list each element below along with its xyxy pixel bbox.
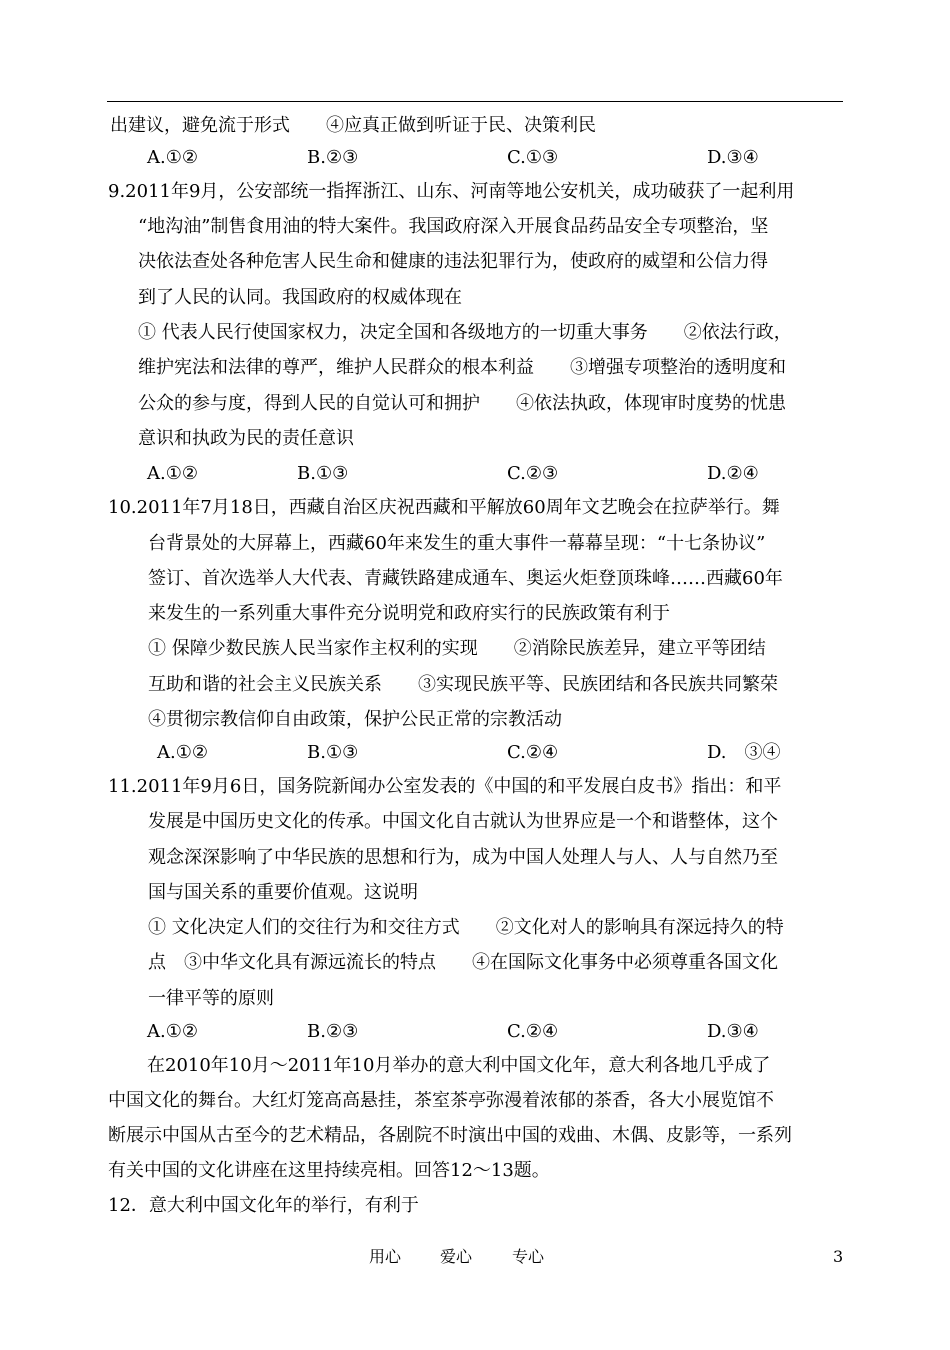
q10-choice-line: ① 保障少数民族人民当家作主权利的实现 ②消除民族差异，建立平等团结 bbox=[148, 638, 766, 659]
q11-option-a: A.①② bbox=[147, 1021, 198, 1042]
q9-option-c: C.②③ bbox=[507, 463, 559, 484]
q10-stem-line: 10.2011年7月18日，西藏自治区庆祝西藏和平解放60周年文艺晚会在拉萨举行。舞 bbox=[108, 497, 780, 518]
q10-option-d: D. ③④ bbox=[707, 742, 781, 763]
q10-stem-line: 签订、首次选举人大代表、青藏铁路建成通车、奥运火炬登顶珠峰……西藏60年 bbox=[148, 568, 783, 589]
passage-line: 有关中国的文化讲座在这里持续亮相。回答12～13题。 bbox=[108, 1160, 550, 1181]
footer-slogan-3: 专心 bbox=[512, 1247, 545, 1266]
footer-slogan-2: 爱心 bbox=[440, 1247, 473, 1266]
passage-line: 断展示中国从古至今的艺术精品，各剧院不时演出中国的戏曲、木偶、皮影等，一系列 bbox=[108, 1125, 792, 1146]
q11-stem-line: 11.2011年9月6日，国务院新闻办公室发表的《中国的和平发展白皮书》指出：和平 bbox=[108, 776, 782, 797]
q9-stem-line: 9.2011年9月，公安部统一指挥浙江、山东、河南等地公安机关，成功破获了一起利用 bbox=[108, 181, 795, 202]
q9-stem-line: “地沟油”制售食用油的特大案件。我国政府深入开展食品药品安全专项整治，坚 bbox=[138, 216, 769, 237]
q9-choice-line: 公众的参与度，得到人民的自觉认可和拥护 ④依法执政，体现审时度势的忧患 bbox=[138, 393, 786, 414]
q10-choice-line: 互助和谐的社会主义民族关系 ③实现民族平等、民族团结和各民族共同繁荣 bbox=[148, 674, 778, 695]
q9-option-d: D.②④ bbox=[707, 463, 759, 484]
passage-line: 在2010年10月～2011年10月举办的意大利中国文化年，意大利各地几乎成了 bbox=[147, 1055, 771, 1076]
q10-stem-line: 台背景处的大屏幕上，西藏60年来发生的重大事件一幕幕呈现：“十七条协议” bbox=[148, 533, 766, 554]
passage-line: 中国文化的舞台。大红灯笼高高悬挂，茶室茶亭弥漫着浓郁的茶香，各大小展览馆不 bbox=[108, 1090, 774, 1111]
q10-choice-line: ④贯彻宗教信仰自由政策，保护公民正常的宗教活动 bbox=[148, 709, 562, 730]
q9-option-a: A.①② bbox=[147, 463, 198, 484]
q11-option-d: D.③④ bbox=[707, 1021, 759, 1042]
q11-choice-line: ① 文化决定人们的交往行为和交往方式 ②文化对人的影响具有深远持久的特 bbox=[148, 917, 784, 938]
q10-stem-line: 来发生的一系列重大事件充分说明党和政府实行的民族政策有利于 bbox=[148, 603, 670, 624]
q8-option-d: D.③④ bbox=[707, 147, 759, 168]
q11-option-b: B.②③ bbox=[307, 1021, 359, 1042]
q8-option-a: A.①② bbox=[147, 147, 198, 168]
q8-option-c: C.①③ bbox=[507, 147, 559, 168]
q9-stem-line: 到了人民的认同。我国政府的权威体现在 bbox=[138, 287, 462, 308]
footer-slogan-1: 用心 bbox=[369, 1247, 402, 1266]
q9-option-b: B.①③ bbox=[297, 463, 349, 484]
q11-stem-line: 国与国关系的重要价值观。这说明 bbox=[148, 882, 418, 903]
page-number: 3 bbox=[833, 1247, 844, 1266]
q12-stem: 12．意大利中国文化年的举行，有利于 bbox=[108, 1195, 419, 1216]
q8-tail: 出建议，避免流于形式 ④应真正做到听证于民、决策利民 bbox=[110, 115, 596, 136]
q8-option-b: B.②③ bbox=[307, 147, 359, 168]
q11-option-c: C.②④ bbox=[507, 1021, 559, 1042]
q9-choice-line: 意识和执政为民的责任意识 bbox=[138, 428, 354, 449]
q9-choice-line: 维护宪法和法律的尊严，维护人民群众的根本利益 ③增强专项整治的透明度和 bbox=[138, 357, 786, 378]
q10-option-b: B.①③ bbox=[307, 742, 359, 763]
q10-option-c: C.②④ bbox=[507, 742, 559, 763]
q11-choice-line: 一律平等的原则 bbox=[148, 988, 274, 1009]
q9-choice-line: ① 代表人民行使国家权力，决定全国和各级地方的一切重大事务 ②依法行政， bbox=[138, 322, 792, 343]
q11-stem-line: 观念深深影响了中华民族的思想和行为，成为中国人处理人与人、人与自然乃至 bbox=[148, 847, 778, 868]
header-rule bbox=[107, 101, 843, 102]
q11-stem-line: 发展是中国历史文化的传承。中国文化自古就认为世界应是一个和谐整体，这个 bbox=[148, 811, 778, 832]
q11-choice-line: 点 ③中华文化具有源远流长的特点 ④在国际文化事务中必须尊重各国文化 bbox=[148, 952, 778, 973]
q9-stem-line: 决依法查处各种危害人民生命和健康的违法犯罪行为，使政府的威望和公信力得 bbox=[138, 251, 768, 272]
q10-option-a: A.①② bbox=[157, 742, 208, 763]
